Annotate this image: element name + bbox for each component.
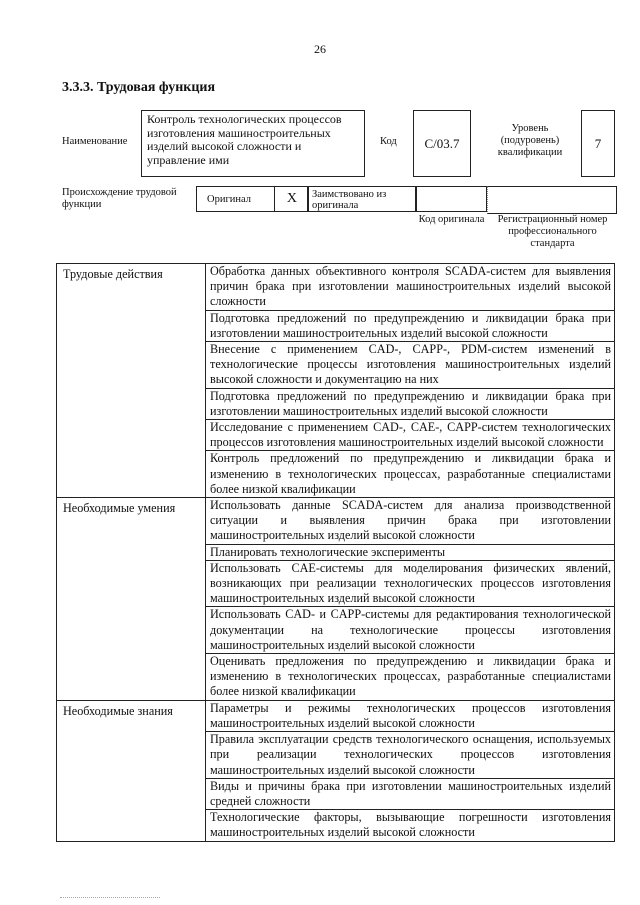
item-cell: Использовать CAD- и CAPP-системы для редактирования технологической документации на технологические процессы изготовления машиностроительных изделий высокой сложности — [206, 607, 615, 654]
item-cell: Оценивать предложения по предупреждению и ликвидации брака и изменению в технологических процессах, разработанные специалистами более низкой квалификации — [206, 654, 615, 701]
item-cell: Правила эксплуатации средств технологического оснащения, используемых при реализации технологических процессов изготовления машиностроительных изделий высокой сложности — [206, 732, 615, 779]
item-cell: Подготовка предложений по предупреждению и ликвидации брака при изготовлении машиностроительных изделий высокой сложности — [206, 310, 615, 341]
footer-mark — [60, 897, 160, 900]
name-label: Наименование — [62, 136, 128, 147]
item-cell: Параметры и режимы технологических процессов изготовления машиностроительных изделий высокой сложности — [206, 700, 615, 731]
item-cell: Внесение с применением CAD-, CAPP-, PDM-систем изменений в технологические процессы изготовления машиностроительных изделий высокой сложности и документацию на них — [206, 342, 615, 389]
original-box — [196, 186, 308, 212]
item-cell: Планировать технологические эксперименты — [206, 544, 615, 560]
item-cell: Использовать CAE-системы для моделирования физических явлений, возникающих при реализации технологических процессов изготовления машиностроительных изделий высокой сложности — [206, 560, 615, 607]
requirements-table — [56, 263, 615, 842]
item-cell: Обработка данных объективного контроля SCADA-систем для выявления причин брака при изготовлении машиностроительных изделий высокой сложности — [206, 264, 615, 311]
page-number: 26 — [314, 42, 326, 56]
category-cell: Необходимые умения — [57, 498, 206, 701]
reg-number-box — [487, 186, 617, 214]
code-box: С/03.7 — [413, 110, 471, 177]
origin-divider — [274, 186, 275, 212]
level-label: Уровень (подуровень) квалификации — [497, 123, 563, 158]
item-cell: Использовать данные SCADA-систем для анализа производственной ситуации и выявления причин брака при изготовлении машиностроительных изделий высокой сложности — [206, 498, 615, 545]
item-cell: Исследование с применением CAD-, CAE-, CAPP-систем технологических процессов изготовления машиностроительных изделий высокой сложности — [206, 420, 615, 451]
table-row — [57, 700, 615, 731]
category-cell: Необходимые знания — [57, 700, 206, 841]
item-cell: Контроль предложений по предупреждению и ликвидации брака и изменению в технологических процессах, разработанные специалистами более низкой квалификации — [206, 451, 615, 498]
original-label: Оригинал — [207, 193, 251, 205]
origin-label: Происхождение трудовой функции — [62, 187, 177, 210]
code-original-caption: Код оригинала — [418, 214, 485, 225]
code-original-box — [416, 186, 487, 212]
level-box: 7 — [581, 110, 615, 177]
item-cell: Виды и причины брака при изготовлении машиностроительных изделий средней сложности — [206, 778, 615, 809]
item-cell: Подготовка предложений по предупреждению и ликвидации брака при изготовлении машиностроительных изделий высокой сложности — [206, 388, 615, 419]
table-row — [57, 498, 615, 545]
function-name-box: Контроль технологических процессов изготовления машиностроительных изделий высокой сложности и управление ими — [141, 110, 365, 177]
table-row — [57, 264, 615, 311]
section-title: 3.3.3. Трудовая функция — [62, 80, 216, 95]
category-cell: Трудовые действия — [57, 264, 206, 498]
reg-number-caption: Регистрационный номер профессионального стандарта — [497, 214, 608, 249]
original-mark: X — [286, 191, 297, 206]
code-label: Код — [380, 136, 397, 147]
item-cell: Технологические факторы, вызывающие погрешности изготовления машиностроительных изделий высокой сложности — [206, 810, 615, 841]
borrowed-box: Заимствовано из оригинала — [308, 186, 416, 212]
